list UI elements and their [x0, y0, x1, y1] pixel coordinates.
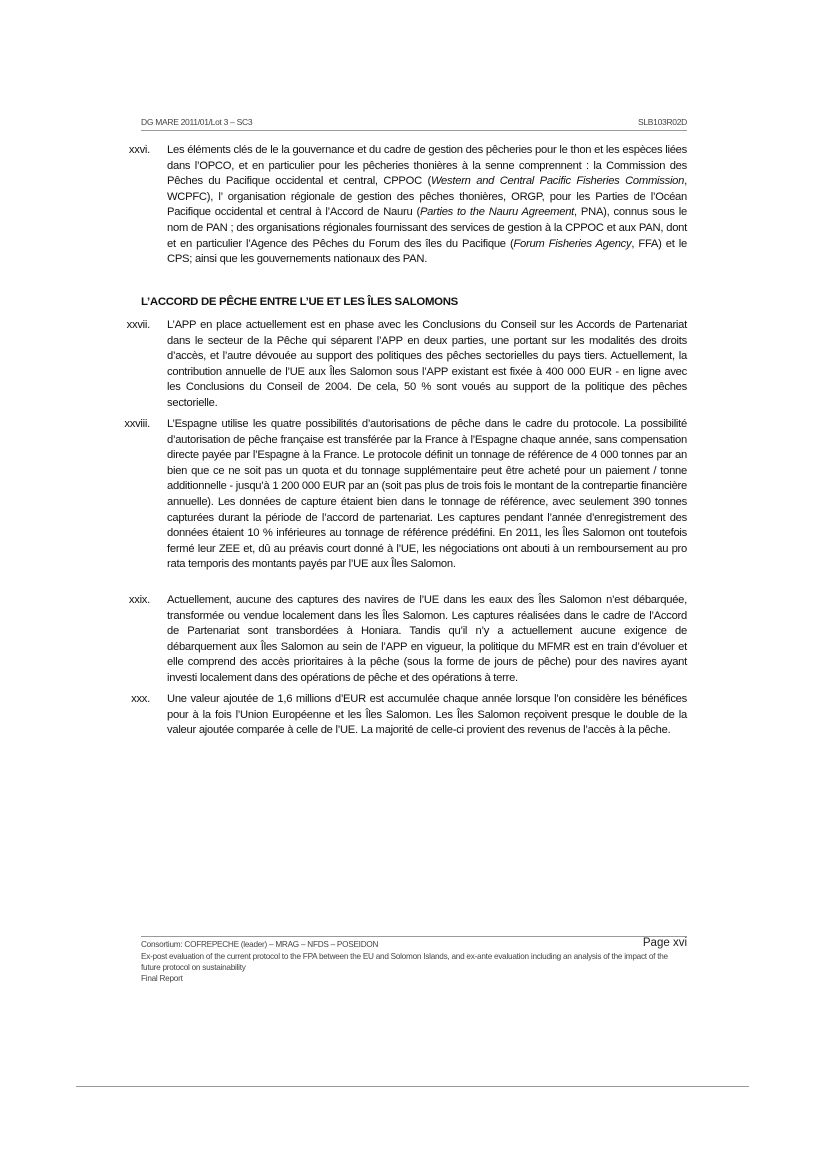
header-reference: DG MARE 2011/01/Lot 3 – SC3: [141, 117, 253, 127]
page-header: [141, 116, 687, 131]
section-heading: L’ACCORD DE PÊCHE ENTRE L’UE ET LES ÎLES SALOMONS: [141, 296, 458, 308]
header-document-code: SLB103R02D: [638, 117, 687, 127]
paragraph-number-xxviii: xxviii.: [124, 418, 150, 430]
paragraph-xxvii: L’APP en place actuellement est en phase avec les Conclusions du Conseil sur les Accords de Partenariat dans le secteur de la Pêche qui séparent l’APP en deux parties, une portant sur les modalités des droits d’accès, et l’autre dévouée au support des politiques des pêches sectorielles du pays tiers. Actuellement, la contribution annuelle de l’UE aux Îles Salomon sous l’APP existant est fixée à 400 000 EUR - en ligne avec les Conclusions du Conseil de 2004. De cela, 50 % sont voués au support de la politique des pêches sectorielle.: [167, 319, 687, 409]
paragraph-number-xxx: xxx.: [131, 693, 150, 705]
footer-consortium: Consortium: COFREPECHE (leader) – MRAG – NFDS – POSEIDON: [141, 940, 379, 949]
page-number: Page xvi: [642, 937, 687, 949]
bottom-divider: [76, 1086, 749, 1087]
paragraph-xxviii: L’Espagne utilise les quatre possibilités d’autorisations de pêche dans le cadre du protocole. La possibilité d’autorisation de pêche française est transférée par la France à l’Espagne chaque année, sans compensation directe payée par l’Espagne à la France. Le protocole définit un tonnage de référence de 4 000 tonnes par an bien que ce ne soit pas un quota et du tonnage supplémentaire peut être acheté pour un paiement / tonne additionnelle - jusqu’à 1 200 000 EUR par an (soit pas plus de trois fois le montant de la contrepartie financière annuelle). Les données de capture étaient bien dans le tonnage de référence, avec seulement 390 tonnes capturées durant la période de l’accord de partenariat. Les captures pendant l’année d’enregistrement des données étaient 10 % inférieures au tonnage de référence prédéfini. En 2011, les Îles Salomon ont toutefois fermé leur ZEE et, dû au préavis court donné à l’UE, les négociations ont abouti à un remboursement au pro rata temporis des montants payés par l’UE aux Îles Salomon.: [167, 418, 688, 571]
paragraph-number-xxvii: xxvii.: [126, 319, 150, 331]
page-footer: [141, 936, 687, 984]
paragraph-xxvi: Les éléments clés de le la gouvernance et du cadre de gestion des pêcheries pour le thon et les espèces liées dans l’OPCO, et en particulier pour les pêcheries thonières à la senne comprennent : la Commission des Pêches du Pacifique occidental et central, CPPOC (Western and Central Pacific Fisheries Commission, WCPFC), l’ organisation régionale de gestion des pêches thonières, ORGP, pour les Parties de l’Océan Pacifique occidental et central à l’Accord de Nauru (Parties to the Nauru Agreement, PNA), connus sous le nom de PAN ; des organisations régionales fournissant des services de gestion à la CPPOC et aux PAN, dont et en particulier l’Agence des Pêches du Forum des îles du Pacifique (Forum Fisheries Agency, FFA) et le CPS; ainsi que les gouvernements nationaux des PAN.: [167, 144, 687, 266]
paragraph-number-xxvi: xxvi.: [128, 144, 150, 156]
paragraph-xxx: Une valeur ajoutée de 1,6 millions d’EUR est accumulée chaque année lorsque l’on considère les bénéfices pour à la fois l’Union Européenne et les Îles Salomon. Les Îles Salomon reçoivent presque le double de la valeur ajoutée comparée à celle de l’UE. La majorité de celle-ci provient des revenus de l’accès à la pêche.: [167, 693, 687, 737]
paragraph-xxix: Actuellement, aucune des captures des navires de l’UE dans les eaux des Îles Salomon n’est débarquée, transformée ou vendue localement dans les Îles Salomon. Les captures réalisées dans le cadre de l’Accord de Partenariat sont transbordées à Honiara. Tandis qu’il n’y a actuellement aucune exigence de débarquement aux Îles Salomon au sein de l’APP en vigueur, la politique du MFMR est en train d’évoluer et elle comprend des accès prioritaires à la pêche (sous la forme de jours de pêche) pour des navires ayant investi localement dans des opérations de pêche et des opérations à terre.: [167, 594, 687, 684]
paragraph-number-xxix: xxix.: [128, 594, 150, 606]
footer-report-type: Final Report: [141, 974, 183, 983]
footer-description: Ex-post evaluation of the current protocol to the FPA between the EU and Solomon Islands, and ex-ante evaluation including an analysis of the impact of the future protocol on sustainability: [141, 952, 668, 972]
